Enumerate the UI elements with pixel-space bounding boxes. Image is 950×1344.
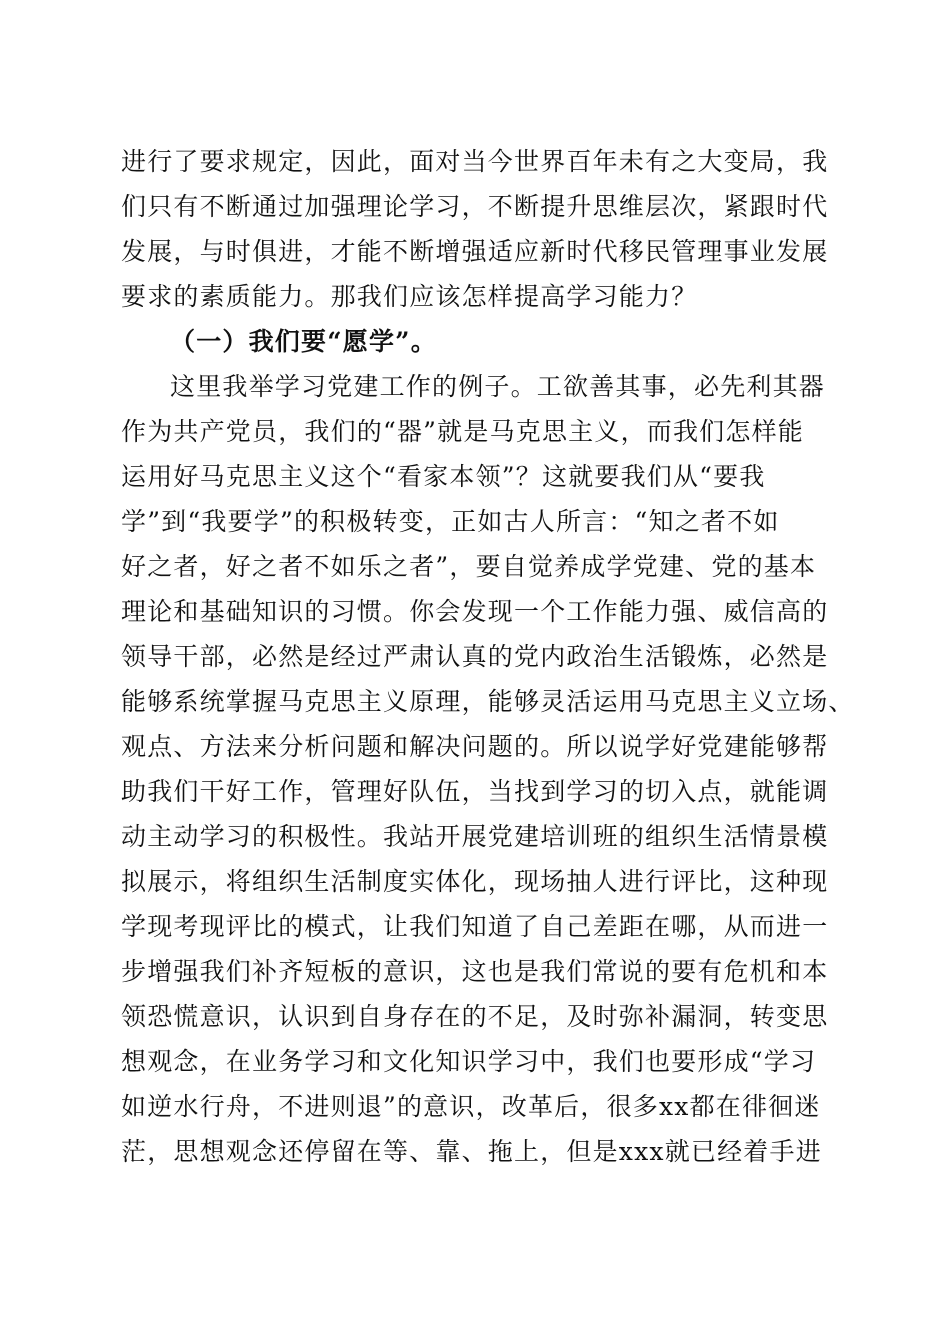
section-heading: （一）我们要“愿学”。 xyxy=(170,327,437,356)
body-text-line: 能够系统掌握马克思主义原理，能够灵活运用马克思主义立场、 xyxy=(121,687,855,716)
body-text-line: 进行了要求规定，因此，面对当今世界百年未有之大变局，我 xyxy=(121,147,829,176)
body-text-line: 要求的素质能力。那我们应该怎样提高学习能力？ xyxy=(121,282,698,311)
body-text-line: 动主动学习的积极性。我站开展党建培训班的组织生活情景模 xyxy=(121,822,829,851)
body-text-line: 学”到“我要学”的积极转变，正如古人所言：“知之者不如 xyxy=(121,507,780,536)
body-text-line: 助我们干好工作，管理好队伍，当找到学习的切入点，就能调 xyxy=(121,777,829,806)
paragraph-first-line: 这里我举学习党建工作的例子。工欲善其事，必先利其器 xyxy=(170,372,826,401)
body-text-line: 好之者，好之者不如乐之者”，要自觉养成学党建、党的基本 xyxy=(121,552,817,581)
body-text-line: 步增强我们补齐短板的意识，这也是我们常说的要有危机和本 xyxy=(121,957,829,986)
body-text-line: 领导干部，必然是经过严肃认真的党内政治生活锻炼，必然是 xyxy=(121,642,829,671)
body-text-line: 运用好马克思主义这个“看家本领”？这就要我们从“要我 xyxy=(121,462,766,491)
body-text-line: 领恐慌意识，认识到自身存在的不足，及时弥补漏洞，转变思 xyxy=(121,1002,829,1031)
body-text-line: 想观念，在业务学习和文化知识学习中，我们也要形成“学习 xyxy=(121,1047,817,1076)
body-text-line: 如逆水行舟，不进则退”的意识，改革后，很多xx都在徘徊迷 xyxy=(121,1092,821,1121)
body-text-line: 拟展示，将组织生活制度实体化，现场抽人进行评比，这种现 xyxy=(121,867,829,896)
body-text-line: 发展，与时俱进，才能不断增强适应新时代移民管理事业发展 xyxy=(121,237,829,266)
body-text-line: 理论和基础知识的习惯。你会发现一个工作能力强、威信高的 xyxy=(121,597,829,626)
body-text-line: 观点、方法来分析问题和解决问题的。所以说学好党建能够帮 xyxy=(121,732,829,761)
body-text-line: 们只有不断通过加强理论学习，不断提升思维层次，紧跟时代 xyxy=(121,192,829,221)
body-text-line: 茫，思想观念还停留在等、靠、拖上，但是xxx就已经着手进 xyxy=(121,1137,822,1166)
body-text-line: 学现考现评比的模式，让我们知道了自己差距在哪，从而进一 xyxy=(121,912,829,941)
body-text-line: 作为共产党员，我们的“器”就是马克思主义，而我们怎样能 xyxy=(121,417,804,446)
